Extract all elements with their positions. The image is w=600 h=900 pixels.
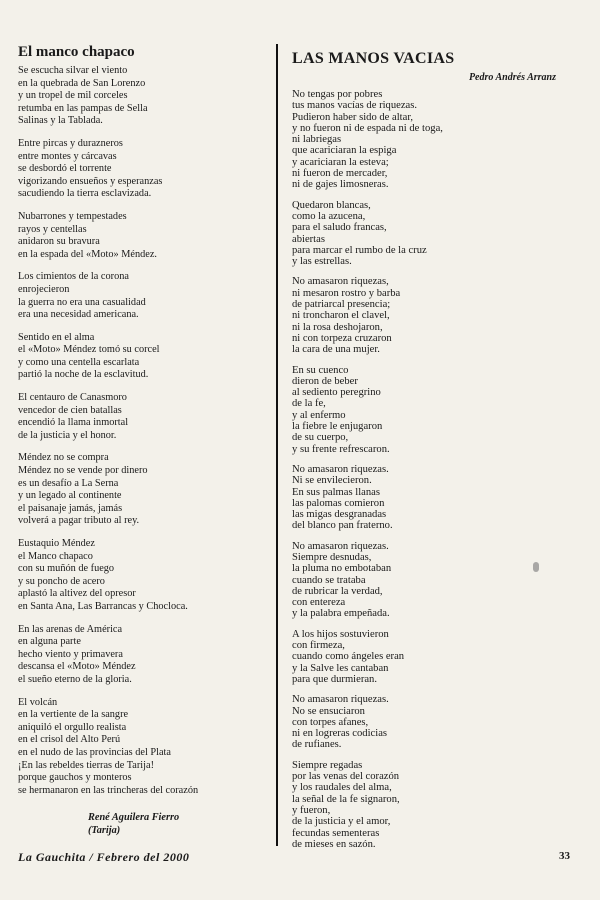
poem-author-right: Pedro Andrés Arranz	[468, 72, 556, 83]
verse-line: y fueron,	[292, 804, 331, 816]
verse-line: No se ensuciaron	[292, 705, 365, 717]
verse-line: porque gauchos y monteros	[18, 772, 132, 784]
verse-line: retumba en las pampas de Sella	[18, 102, 148, 114]
verse-line: cuando se trataba	[292, 574, 366, 586]
verse-line: Méndez no se vende por dinero	[18, 465, 148, 477]
verse-line: la pluma no embotaban	[292, 563, 392, 575]
verse-line: la fiebre le enjugaron	[292, 421, 383, 433]
verse-line: Sentido en el alma	[18, 331, 95, 343]
verse-line: la señal de la fe signaron,	[292, 793, 400, 805]
verse-line: y acariciaran la esteva;	[292, 156, 389, 168]
verse-line: y un legado al continente	[18, 490, 122, 502]
print-speck	[533, 562, 539, 572]
verse-line: Entre pircas y durazneros	[18, 137, 123, 149]
verse-line: de la justicia y el honor.	[18, 429, 117, 441]
verse-line: ni con torpeza cruzaron	[292, 332, 392, 344]
verse-line: fecundas sementeras	[292, 827, 380, 839]
verse-line: ni de gajes limosneras.	[292, 179, 389, 191]
verse-line: Pudieron haber sido de altar,	[292, 111, 414, 123]
verse-line: hecho viento y primavera	[18, 648, 123, 660]
verse-line: de su cuerpo,	[292, 432, 349, 444]
verse-line: sacudiendo la tierra esclavizada.	[18, 188, 152, 200]
verse-line: del blanco pan fraterno.	[292, 520, 393, 532]
verse-line: el «Moto» Méndez tomó su corcel	[18, 344, 160, 356]
verse-line: de la justicia y el amor,	[292, 816, 391, 828]
verse-line: las palomas comieron	[292, 497, 385, 509]
verse-line: de la fe,	[292, 398, 326, 410]
verse-line: No amasaron riquezas.	[292, 463, 389, 475]
stanza	[18, 271, 280, 321]
verse-line: para marcar el rumbo de la cruz	[292, 244, 427, 256]
verse-line: y como una centella escarlata	[18, 356, 140, 368]
verse-line: y la palabra empeñada.	[292, 608, 390, 620]
verse-line: cuando como ángeles eran	[292, 651, 405, 663]
verse-line: ni fueron de mercader,	[292, 168, 388, 180]
verse-line: Siempre regadas	[292, 759, 363, 771]
verse-line: y un tropel de mil corceles	[18, 90, 128, 102]
verse-line: el Manco chapaco	[18, 550, 93, 562]
stanza	[292, 464, 562, 532]
verse-line: dieron de beber	[292, 375, 358, 387]
page-footer	[18, 850, 578, 866]
verse-line: es un desafío a La Serna	[18, 477, 119, 489]
verse-line: ni mesaron rostro y barba	[292, 287, 401, 299]
verse-line: en el crisol del Alto Perú	[18, 734, 121, 746]
verse-line: vigorizando ensueños y esperanzas	[18, 175, 163, 187]
stanza	[292, 629, 562, 685]
verse-line: y su frente refrescaron.	[292, 443, 390, 455]
verse-line: Quedaron blancas,	[292, 199, 371, 211]
verse-line: la guerra no era una casualidad	[18, 296, 146, 308]
publication-name: La Gauchita / Febrero del 2000	[18, 850, 190, 864]
verse-line: se desbordó el torrente	[18, 163, 112, 175]
stanza	[292, 365, 562, 455]
poem-signature	[88, 811, 280, 837]
verse-line: ni labriegas	[292, 134, 342, 146]
verse-line: para que durmieran.	[292, 673, 378, 685]
verse-line: de rubricar la verdad,	[292, 585, 383, 597]
verse-line: y la Salve les cantaban	[292, 662, 389, 674]
verse-line: volverá a pagar tributo al rey.	[18, 515, 140, 527]
verse-line: con firmeza,	[292, 640, 345, 652]
verse-line: en alguna parte	[18, 636, 81, 648]
verse-line: para el saludo francas,	[292, 222, 387, 234]
verse-line: las migas desgranadas	[292, 509, 387, 521]
poem-right-column	[292, 50, 562, 859]
poem-left-column	[18, 44, 280, 837]
stanza	[18, 697, 280, 798]
verse-line: ni en logreras codicias	[292, 728, 388, 740]
poem-title-right: LAS MANOS VACIAS	[292, 50, 455, 67]
stanza	[18, 138, 280, 201]
verse-line: con su muñón de fuego	[18, 563, 115, 575]
verse-line: Nubarrones y tempestades	[18, 210, 127, 222]
verse-line: tus manos vacías de riquezas.	[292, 100, 418, 112]
stanza	[18, 538, 280, 614]
column-divider	[276, 44, 278, 846]
verse-line: rayos y centellas	[18, 223, 87, 235]
verse-line: como la azucena,	[292, 210, 366, 222]
verse-line: Méndez no se compra	[18, 452, 109, 464]
verse-line: aniquiló el orgullo realista	[18, 721, 127, 733]
stanza	[18, 452, 280, 528]
verse-line: ni troncharon el clavel,	[292, 310, 390, 322]
verse-line: anidaron su bravura	[18, 236, 100, 248]
signature-name: René Aguilera Fierro	[88, 812, 180, 824]
verse-line: enrojecieron	[18, 283, 70, 295]
verse-line: el paisanaje jamás, jamás	[18, 502, 123, 514]
verse-line: abiertas	[292, 233, 325, 245]
verse-line: y las estrellas.	[292, 256, 352, 268]
verse-line: se hermanaron en las trincheras del corazón	[18, 784, 199, 796]
verse-line: de patriarcal presencia;	[292, 299, 391, 311]
stanza	[292, 760, 562, 850]
verse-line: y su poncho de acero	[18, 575, 105, 587]
verse-line: y los raudales del alma,	[292, 782, 392, 794]
verse-line: en la espada del «Moto» Méndez.	[18, 248, 157, 260]
stanza	[292, 200, 562, 268]
stanza	[18, 65, 280, 128]
verse-line: ¡En las rebeldes tierras de Tarija!	[18, 759, 155, 771]
verse-line: descansa el «Moto» Méndez	[18, 661, 136, 673]
verse-line: con torpes afanes,	[292, 716, 369, 728]
poem-title-left: El manco chapaco	[18, 44, 135, 60]
verse-line: El volcán	[18, 696, 58, 708]
verse-line: Salinas y la Tablada.	[18, 115, 103, 127]
verse-line: Se escucha silvar el viento	[18, 65, 128, 76]
verse-line: con entereza	[292, 597, 346, 609]
verse-line: entre montes y cárcavas	[18, 150, 117, 162]
verse-line: Los cimientos de la corona	[18, 271, 129, 283]
verse-line: ni la rosa deshojaron,	[292, 321, 383, 333]
verse-line: No amasaron riquezas.	[292, 540, 389, 552]
stanza	[18, 392, 280, 442]
verse-line: y no fueron ni de espada ni de toga,	[292, 122, 443, 134]
verse-line: en Santa Ana, Las Barrancas y Chocloca.	[18, 600, 188, 612]
verse-line: encendió la llama inmortal	[18, 417, 129, 429]
verse-line: en la quebrada de San Lorenzo	[18, 77, 146, 89]
stanza	[18, 624, 280, 687]
verse-line: en el nudo de las provincias del Plata	[18, 746, 171, 758]
verse-line: por las venas del corazón	[292, 771, 400, 783]
verse-line: al sediento peregrino	[292, 387, 381, 399]
verse-line: de mieses en sazón.	[292, 838, 376, 850]
stanza	[292, 276, 562, 355]
verse-line: En su cuenco	[292, 364, 349, 376]
signature-place: (Tarija)	[88, 825, 121, 837]
verse-line: la cara de una mujer.	[292, 344, 380, 356]
verse-line: Ni se envilecieron.	[292, 475, 372, 487]
stanza	[292, 541, 562, 620]
verse-line: En las arenas de América	[18, 623, 123, 635]
verse-line: No amasaron riquezas,	[292, 276, 389, 288]
verse-line: que acariciaran la espiga	[292, 145, 397, 157]
verse-line: era una necesidad americana.	[18, 309, 139, 321]
stanza	[292, 694, 562, 750]
verse-line: en la vertiente de la sangre	[18, 709, 129, 721]
poem-left-body	[18, 65, 280, 797]
verse-line: A los hijos sostuvieron	[292, 628, 389, 640]
verse-line: No amasaron riquezas.	[292, 694, 389, 706]
poem-right-body	[292, 89, 562, 850]
verse-line: partió la noche de la esclavitud.	[18, 369, 149, 381]
page-number: 33	[559, 850, 570, 862]
verse-line: de rufianes.	[292, 739, 342, 751]
stanza	[18, 332, 280, 382]
verse-line: el sueño eterno de la gloria.	[18, 673, 132, 685]
stanza	[18, 211, 280, 261]
verse-line: y al enfermo	[292, 409, 346, 421]
verse-line: Eustaquio Méndez	[18, 538, 95, 549]
verse-line: El centauro de Canasmoro	[18, 392, 127, 404]
verse-line: En sus palmas llanas	[292, 486, 380, 498]
verse-line: aplastó la altivez del opresor	[18, 588, 136, 600]
verse-line: Siempre desnudas,	[292, 551, 372, 563]
verse-line: No tengas por pobres	[292, 89, 383, 100]
stanza	[292, 89, 562, 191]
verse-line: vencedor de cien batallas	[18, 404, 122, 416]
